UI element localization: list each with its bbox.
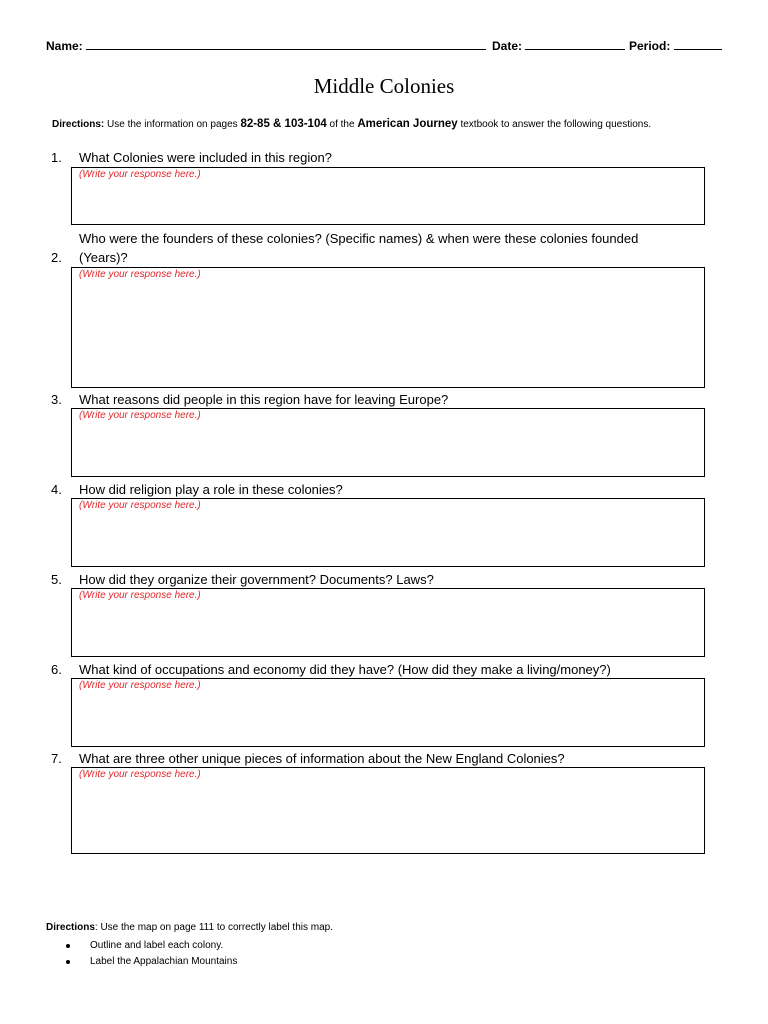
question-number: 4.: [51, 482, 62, 497]
response-placeholder: (Write your response here.): [79, 269, 201, 280]
header-row: [46, 38, 722, 56]
directions-label: Directions:: [52, 119, 105, 130]
question-text: How did religion play a role in these colonies?: [79, 482, 343, 497]
question-text: What reasons did people in this region have for leaving Europe?: [79, 392, 449, 407]
directions-text-1: Use the information on pages: [104, 119, 241, 130]
date-label: Date:: [492, 39, 523, 53]
response-box-5[interactable]: [71, 588, 705, 657]
page-title: Middle Colonies: [313, 74, 455, 98]
directions-pages: 82-85 & 103-104: [240, 118, 327, 130]
directions-text-2: of the: [326, 119, 358, 130]
question-2: [51, 229, 671, 267]
list-item-text: Label the Appalachian Mountains: [90, 956, 238, 967]
response-box-3[interactable]: [71, 408, 705, 477]
response-box-6[interactable]: [71, 678, 705, 747]
question-text: What Colonies were included in this region?: [79, 150, 332, 165]
question-3: [51, 390, 711, 409]
response-placeholder: (Write your response here.): [79, 769, 201, 780]
date-field[interactable]: [492, 38, 625, 53]
question-text: How did they organize their government? Documents? Laws?: [79, 572, 434, 587]
bullet-icon: [66, 960, 70, 964]
map-directions-list: [66, 938, 237, 970]
directions-text-3: textbook to answer the following questions.: [457, 119, 652, 130]
response-box-4[interactable]: [71, 498, 705, 567]
date-underline[interactable]: [525, 38, 625, 50]
question-text: What are three other unique pieces of information about the New England Colonies?: [79, 751, 565, 766]
question-1: [51, 148, 711, 167]
directions: [52, 118, 752, 130]
list-item: [66, 938, 237, 954]
question-5: [51, 570, 711, 589]
response-placeholder: (Write your response here.): [79, 410, 201, 421]
question-number: 1.: [51, 150, 62, 165]
question-number: 5.: [51, 572, 62, 587]
period-label: Period:: [629, 39, 671, 53]
list-item: [66, 954, 237, 970]
period-field[interactable]: [629, 38, 722, 53]
question-number: 3.: [51, 392, 62, 407]
question-text: What kind of occupations and economy did they have? (How did they make a living/money?): [79, 662, 611, 677]
response-placeholder: (Write your response here.): [79, 169, 201, 180]
question-number: 7.: [51, 751, 62, 766]
question-4: [51, 480, 711, 499]
question-number: 6.: [51, 662, 62, 677]
map-directions-text: : Use the map on page 111 to correctly label this map.: [94, 922, 333, 933]
response-box-1[interactable]: [71, 167, 705, 225]
question-7: [51, 749, 751, 768]
question-number: 2.: [51, 250, 62, 265]
map-directions-label: Directions: [46, 922, 95, 933]
name-underline[interactable]: [86, 38, 486, 50]
response-placeholder: (Write your response here.): [79, 590, 201, 601]
response-placeholder: (Write your response here.): [79, 680, 201, 691]
map-directions: [46, 922, 333, 933]
name-field[interactable]: [46, 38, 486, 53]
question-text: Who were the founders of these colonies? (Specific names) & when were these colonies founded (Years)?: [79, 231, 639, 265]
directions-book: American Journey: [357, 118, 458, 130]
response-box-2[interactable]: [71, 267, 705, 388]
list-item-text: Outline and label each colony.: [90, 940, 224, 951]
response-placeholder: (Write your response here.): [79, 500, 201, 511]
response-box-7[interactable]: [71, 767, 705, 854]
name-label: Name:: [46, 39, 83, 53]
period-underline[interactable]: [674, 38, 722, 50]
question-6: [51, 660, 751, 679]
bullet-icon: [66, 944, 70, 948]
